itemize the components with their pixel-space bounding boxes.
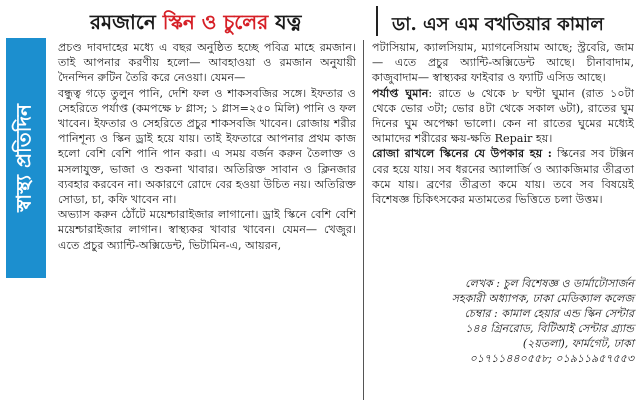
paragraph: পটাসিয়াম, ক্যালসিয়াম, ম্যাগনেসিয়াম আছে; স্ট্রবেরি, জাম— এতে প্রচুর অ্যান্টি-অক্সিডেন্ট আছে। চীনাবাদাম, কাজুবাদাম— স্বাস্থ্যকর ফাইবার ও ফ্যাটি এসিড আছে। [372,41,634,85]
signature-line: ১৪৪ গ্রিনরোড, বিটিআই সেন্টার গ্র্যান্ড [465,322,634,335]
signature-phone: ০১৭১১৪৪০৫৫৮; ০১৯১১৯৫৭৫৫৩ [469,352,634,365]
paragraph: প্রচণ্ড দাবদাহের মধ্যে এ বছর অনুষ্ঠিত হচ্ছে পবিত্র মাহে রমজান। তাই আপনার করণীয় হলো— আবহাওয়া ও রমজান অনুযায়ী দৈনন্দিন রুটিন তৈরি করে নেওয়া। যেমন— [58,41,356,85]
section-label: স্বাস্থ্য প্রতিদিন [11,104,36,212]
article-frame [2,2,636,399]
title-part1: রমজানে [90,10,163,34]
column-divider [363,40,364,400]
article-header [74,4,634,38]
article-column-1 [58,40,356,253]
sleep-text: : রাতে ৬ থেকে ৮ ঘণ্টা ঘুমান (রাত ১০টা থেকে ভোর ৩টা; ভোর ৪টা থেকে সকাল ৬টা), রাতের ঘুম দিনের ঘুম অপেক্ষা ভালো। কেন না রাতের ঘুমের মধ্যেই আমাদের শরীরের ক্ষয়-ক্ষতি Repair হয়। [372,86,634,146]
article-column-2 [372,40,634,207]
paragraph: বন্ধুত্ব গড়ে তুলুন পানি, দেশি ফল ও শাকসবজির সঙ্গে। ইফতার ও সেহরিতে পর্যাপ্ত (কমপক্ষে ৮ গ্লাস; ১ গ্লাস=২৫০ মিলি) পানি ও ফল খাবেন। ইফতার ও সেহরিতে প্রচুর শাকসবজি খাবেন। রোজায় শরীর পানিশূন্য ও স্কিন ড্রাই হয়ে যায়। তাই ইফতারে আপনার প্রথম কাজ হলো বেশি বেশি পানি পান করা। এ সময় বর্জন করুন তৈলাক্ত ও মসলাযুক্ত, ভাজা ও শুকনা খাবার। অতিরিক্ত সাবান ও ক্লিনজার ব্যবহার করবেন না। অকারণে রোদে বের হওয়া উচিত নয়। অতিরিক্ত সোডা, চা, কফি খাবেন না। [58,86,356,207]
subheading-fasting-benefit: রোজা রাখলে স্কিনের যে উপকার হয় : [372,146,552,161]
paragraph: অভ্যাস করুন ঠোঁটে ময়েশ্চারাইজার লাগানো। ড্রাই স্কিনে বেশি বেশি ময়েশ্চারাইজার লাগান। স্বাস্থ্যকর খাবার খাবেন। যেমন— খেজুর। এতে প্রচুর অ্যান্টি-অক্সিডেন্ট, ভিটামিন-এ, আয়রন, [58,208,356,252]
subheading-sleep: পর্যাপ্ত ঘুমান [372,85,429,100]
title-part2: যত্ন [268,10,302,34]
fasting-text: স্কিনের সব টক্সিন বের হয়ে যায়। সব ধরনের অ্যালার্জি ও অ্যাকজিমার তীব্রতা কমে যায়। ব্রণের তীব্রতা কমে যায়। তবে সব বিষয়েই বিশেষজ্ঞ চিকিৎসকের মতামতের ভিত্তিতে চলা উত্তম। [372,147,634,207]
paragraph [372,146,634,207]
paragraph [372,86,634,147]
author-signature [372,276,634,366]
article-title [90,8,301,41]
title-highlight: স্কিন ও চুলের [162,10,269,34]
signature-line: সহকারী অধ্যাপক, ঢাকা মেডিক্যাল কলেজ [451,292,634,305]
author-name: ডা. এস এম বখতিয়ার কামাল [392,14,604,35]
signature-line: লেখক : চুল বিশেষজ্ঞ ও ডার্মাটোসার্জন [465,277,634,290]
signature-line: (২য়তলা), ফার্মগেট, ঢাকা [522,337,634,350]
title-divider [376,6,378,36]
section-band [6,38,46,278]
signature-line: চেম্বার : কামাল হেয়ার এন্ড স্কিন সেন্টার [464,307,634,320]
